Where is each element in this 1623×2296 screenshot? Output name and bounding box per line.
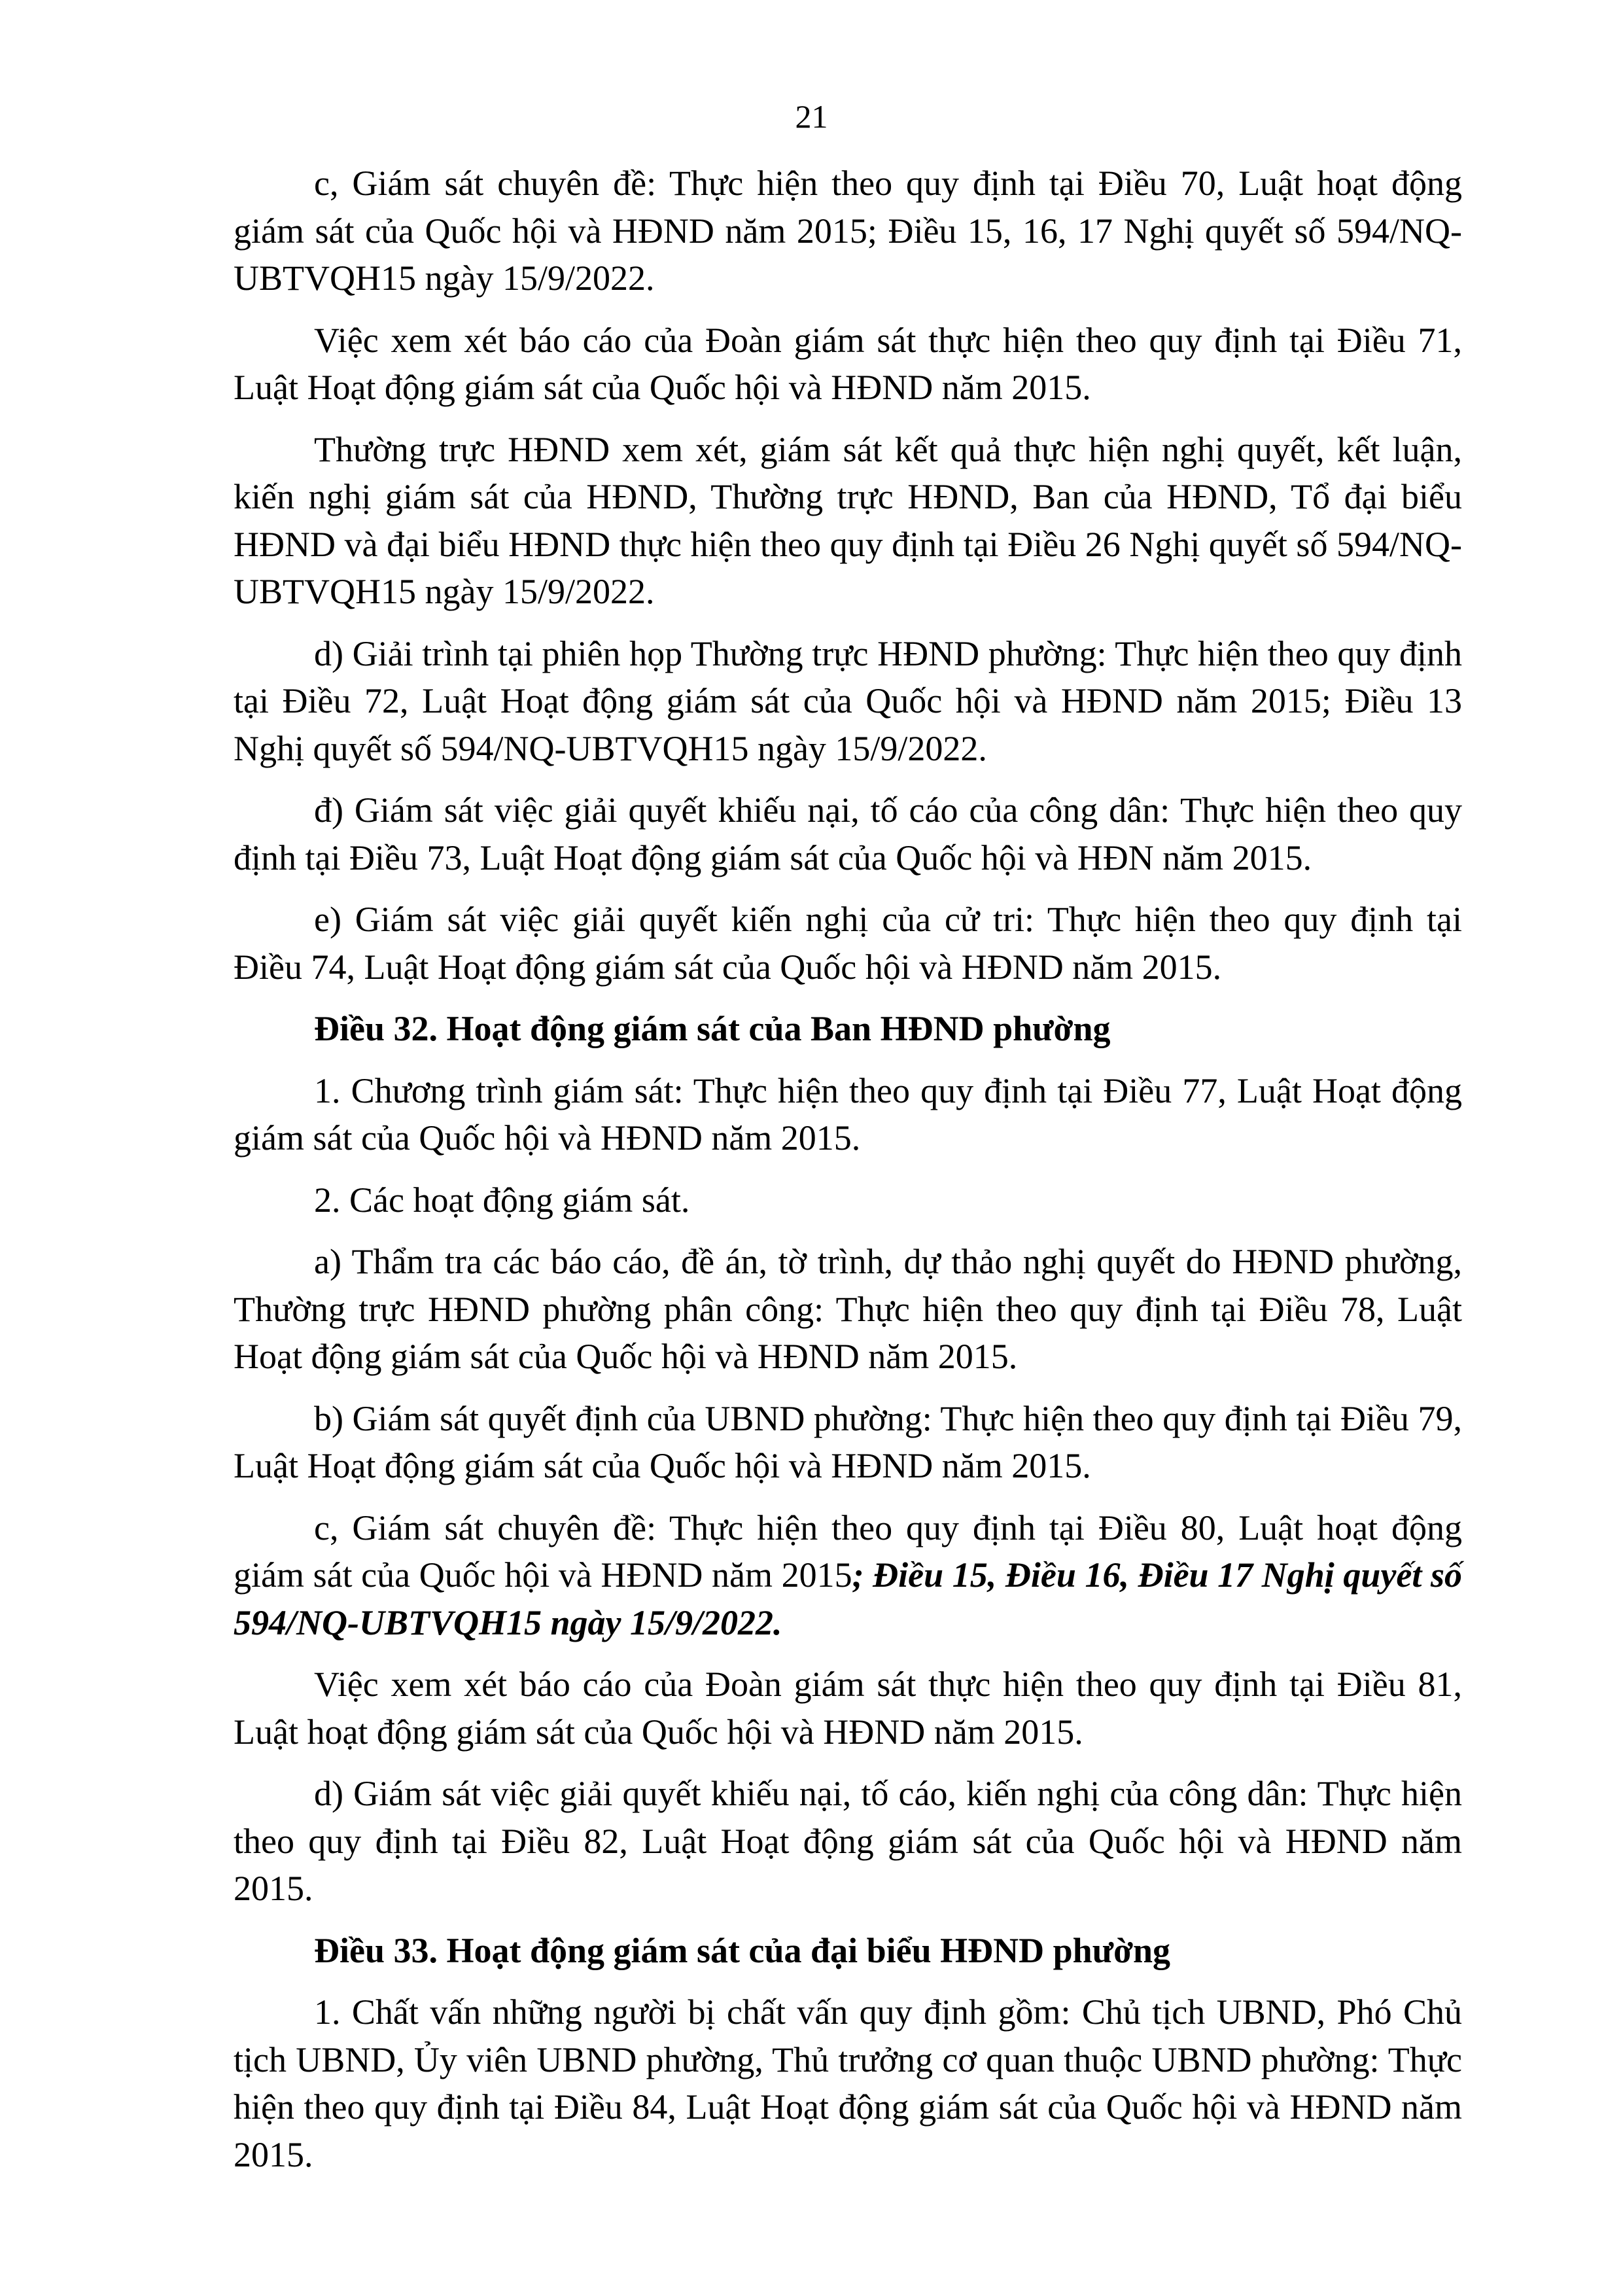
article-32-heading: Điều 32. Hoạt động giám sát của Ban HĐND phường	[314, 1009, 1111, 1048]
paragraph-c-thematic-supervision-ban	[234, 1504, 1462, 1647]
paragraph-dd-complaints: đ) Giám sát việc giải quyết khiếu nại, tố cáo của công dân: Thực hiện theo quy định tại Điều 73, Luật Hoạt động giám sát của Quốc hội và HĐN năm 2015.	[234, 790, 1462, 877]
paragraph-b-decision-supervision: b) Giám sát quyết định của UBND phường: Thực hiện theo quy định tại Điều 79, Luật Hoạt động giám sát của Quốc hội và HĐND năm 2015.	[234, 1398, 1462, 1485]
paragraph-a-verification: a) Thẩm tra các báo cáo, đề án, tờ trình, dự thảo nghị quyết do HĐND phường, Thường trực HĐND phường phân công: Thực hiện theo quy định tại Điều 78, Luật Hoạt động giám sát của Quốc hội và HĐND năm 2015.	[234, 1242, 1462, 1376]
paragraph-e-voter-petitions: e) Giám sát việc giải quyết kiến nghị của cử tri: Thực hiện theo quy định tại Điều 74, Luật Hoạt động giám sát của Quốc hội và HĐND năm 2015.	[234, 900, 1462, 987]
paragraph-c-thematic-supervision: c, Giám sát chuyên đề: Thực hiện theo quy định tại Điều 70, Luật hoạt động giám sát của Quốc hội và HĐND năm 2015; Điều 15, 16, 17 Nghị quyết số 594/NQ-UBTVQH15 ngày 15/9/2022.	[234, 164, 1462, 298]
paragraph-1-supervision-program: 1. Chương trình giám sát: Thực hiện theo quy định tại Điều 77, Luật Hoạt động giám sát của Quốc hội và HĐND năm 2015.	[234, 1070, 1462, 1157]
paragraph-report-review: Việc xem xét báo cáo của Đoàn giám sát thực hiện theo quy định tại Điều 71, Luật Hoạt động giám sát của Quốc hội và HĐND năm 2015.	[234, 320, 1462, 407]
article-33-heading: Điều 33. Hoạt động giám sát của đại biểu HĐND phường	[314, 1930, 1170, 1970]
paragraph-c-main-text: c, Giám sát chuyên đề: Thực hiện theo quy định tại Điều 80, Luật hoạt động giám sát của Quốc hội và HĐND năm 2015	[234, 1508, 1462, 1595]
paragraph-d-explanation: d) Giải trình tại phiên họp Thường trực HĐND phường: Thực hiện theo quy định tại Điều 72, Luật Hoạt động giám sát của Quốc hội và HĐND năm 2015; Điều 13 Nghị quyết số 594/NQ-UBTVQH15 ngày 15/9/2022.	[234, 633, 1462, 768]
paragraph-1-questioning: 1. Chất vấn những người bị chất vấn quy định gồm: Chủ tịch UBND, Phó Chủ tịch UBND, Ủy viên UBND phường, Thủ trưởng cơ quan thuộc UBND phường: Thực hiện theo quy định tại Điều 84, Luật Hoạt động giám sát của Quốc hội và HĐND năm 2015.	[234, 1992, 1462, 2174]
paragraph-2-supervision-activities: 2. Các hoạt động giám sát.	[314, 1180, 690, 1220]
paragraph-d-complaints-ban: d) Giám sát việc giải quyết khiếu nại, tố cáo, kiến nghị của công dân: Thực hiện theo quy định tại Điều 82, Luật Hoạt động giám sát của Quốc hội và HĐND năm 2015.	[234, 1774, 1462, 1908]
page-number: 21	[795, 98, 828, 135]
paragraph-c-emphasis: ; Điều 15, Điều 16, Điều 17 Nghị quyết số 594/NQ-UBTVQH15 ngày 15/9/2022.	[234, 1555, 1462, 1642]
paragraph-standing-committee-review: Thường trực HĐND xem xét, giám sát kết quả thực hiện nghị quyết, kết luận, kiến nghị giám sát của HĐND, Thường trực HĐND, Ban của HĐND, Tổ đại biểu HĐND và đại biểu HĐND thực hiện theo quy định tại Điều 26 Nghị quyết số 594/NQ-UBTVQH15 ngày 15/9/2022.	[234, 429, 1462, 611]
document-body	[234, 160, 1462, 2193]
paragraph-report-review-ban: Việc xem xét báo cáo của Đoàn giám sát thực hiện theo quy định tại Điều 81, Luật hoạt động giám sát của Quốc hội và HĐND năm 2015.	[234, 1665, 1462, 1752]
